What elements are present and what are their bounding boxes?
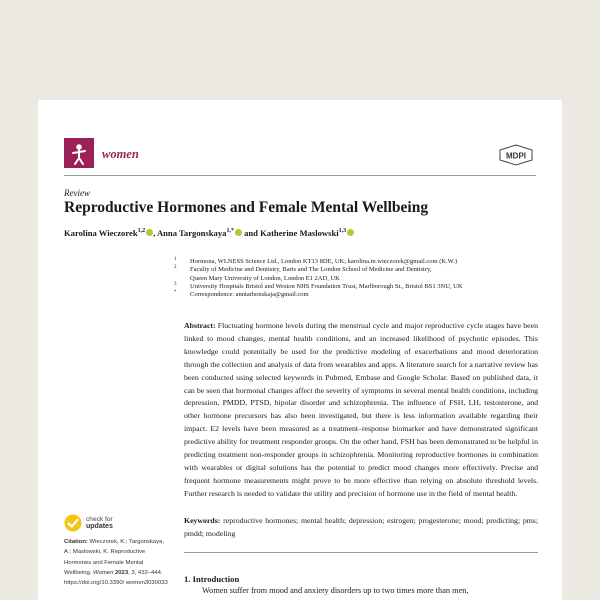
orcid-icon[interactable] xyxy=(235,229,242,236)
check-updates-line2: updates xyxy=(86,523,113,530)
author-name[interactable]: Anna Targonskaya xyxy=(156,228,227,238)
affiliation-line: Faculty of Medicine and Dentistry, Barts and The London School of Medicine and Dentistry, xyxy=(190,266,432,274)
affiliation-item xyxy=(174,291,544,299)
abstract xyxy=(184,320,538,501)
affiliation-item xyxy=(174,266,544,283)
abstract-label: Abstract: xyxy=(184,321,216,330)
author-separator: , xyxy=(153,228,157,238)
affiliation-line: Queen Mary University of London, London E1 2AD, UK xyxy=(190,274,340,282)
citation-year: 2023 xyxy=(114,569,129,576)
citation-doi-link[interactable]: https://doi.org/10.3390/ women3030033 xyxy=(64,580,168,587)
keywords xyxy=(184,515,538,541)
author-affiliation-sup: 1,* xyxy=(226,228,234,235)
citation-journal: Women xyxy=(93,569,114,576)
correspondence-line: Correspondence: anntarhonskaja@gmail.com xyxy=(190,291,309,299)
affiliation-line: Hormona, WLNESS Science Ltd., London KT13 8DE, UK; karolina.m.wieczorek@gmail.com (K.W.) xyxy=(190,258,458,265)
document-page xyxy=(38,100,562,600)
affiliation-item xyxy=(174,283,544,291)
check-for-updates-badge[interactable] xyxy=(64,514,113,532)
author-name[interactable]: Katherine Maslowski xyxy=(260,228,339,238)
affiliation-item xyxy=(174,258,544,266)
keywords-text: reproductive hormones; mental health; depression; estrogen; progesterone; mood; predicting; pms; pmdd; modeling xyxy=(184,516,538,538)
citation-label: Citation: xyxy=(64,539,88,545)
author-name[interactable]: Karolina Wieczorek xyxy=(64,228,138,238)
abstract-text: Fluctuating hormone levels during the menstrual cycle and major reproductive cycle stages have been linked to mood changes, mental health conditions, and an increased likelihood of psychotic episodes. This knowledge could potentially be used for the predictive modeling of exacerbations and mood deterioration through the collection and analysis of data from wearables and apps. A literature search for a narrative review has been conducted using selected keywords in Pubmed, Embase and Google Scholar. Based on published data, it can be seen that hormonal changes affect the severity of symptoms in several mental health conditions, including depression, PMDD, PTSD, bipolar disorder and schizophrenia. The influence of FSH, LH, testosterone, and other hormone precursors has also been investigated, but there is less information available regarding their impact. E2 levels have been measured as a treatment–response biomarker and have demonstrated significant predictive ability for treatment responder groups. On the other hand, FSH has been demonstrated to be helpful in predicting treatment non-responder groups in schizophrenia. Monitoring reproductive hormones in combination with wearables or digital solutions has the potential to predict mood changes more effectively. Precise and frequent hormone measurements might prove to be more effective than relying on absolute threshold levels. Further research is needed to validate the utility and precision of hormone use in the field of mental health. xyxy=(184,321,538,498)
publisher-name: MDPI xyxy=(506,151,526,161)
orcid-icon[interactable] xyxy=(347,229,354,236)
abstract-divider xyxy=(184,552,538,553)
article-type: Review xyxy=(64,188,90,198)
check-updates-line1: check for xyxy=(86,516,113,523)
author-affiliation-sup: 1,2 xyxy=(137,228,146,235)
citation-block xyxy=(64,537,172,588)
author-affiliation-sup: 1,3 xyxy=(338,228,347,235)
affiliation-line: University Hospitals Bristol and Weston NHS Foundation Trust, Marlborough St., Bristol BS1 3NU, UK xyxy=(190,282,463,290)
mdpi-logo-icon xyxy=(498,144,534,166)
author-separator: and xyxy=(241,228,261,238)
keywords-label: Keywords: xyxy=(184,516,221,525)
article-title: Reproductive Hormones and Female Mental Wellbeing xyxy=(64,199,429,216)
affiliation-sup: 1 xyxy=(174,257,177,262)
intro-paragraph: Women suffer from mood and anxiety disorders up to two times more than men, xyxy=(202,586,469,595)
affiliations xyxy=(174,258,544,299)
section-heading: 1. Introduction xyxy=(184,574,240,584)
citation-details: , 3, 432–444. xyxy=(128,569,163,576)
journal-name: women xyxy=(102,147,139,161)
affiliation-sup: 3 xyxy=(174,281,177,287)
header-divider xyxy=(64,175,536,176)
citation-text: Wieczorek, K.; Targonskaya, A.; Maslowski, K. Reproductive Hormones and Female Mental Wellbeing. xyxy=(64,539,165,576)
women-journal-logo-icon xyxy=(64,138,94,168)
author-list xyxy=(64,228,354,238)
affiliation-sup: * xyxy=(174,290,177,296)
affiliation-sup: 2 xyxy=(174,265,177,271)
check-updates-icon xyxy=(64,514,82,532)
check-updates-text xyxy=(86,516,113,530)
